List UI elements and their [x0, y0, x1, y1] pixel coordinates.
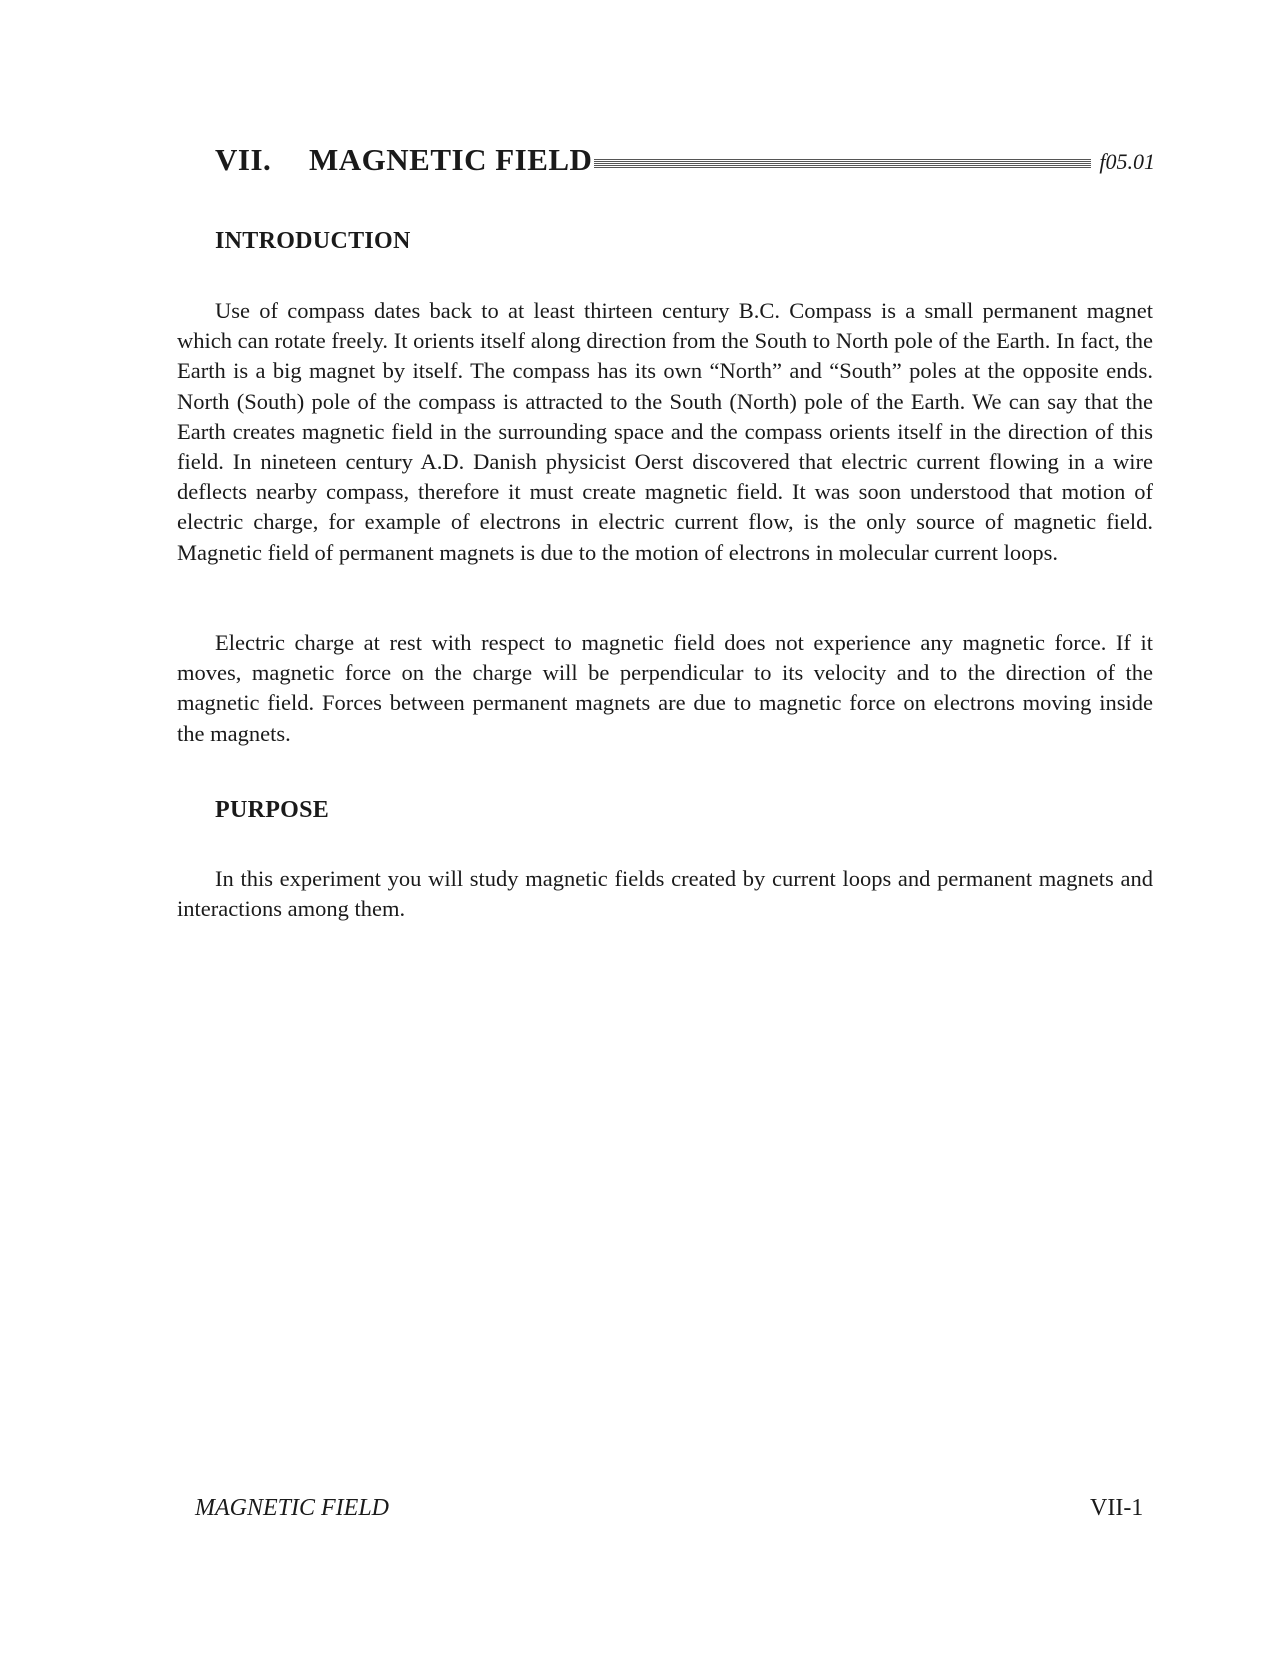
introduction-paragraph-2: Electric charge at rest with respect to magnetic field does not experience any magnetic force. If it moves, magnetic force on the charge will be perpendicular to its velocity and to the direction of the magnetic field. Forces between permanent magnets are due to magnetic force on electrons moving inside the magnets.	[177, 630, 1153, 746]
introduction-paragraph-1: Use of compass dates back to at least thirteen century B.C. Compass is a small permanent magnet which can rotate freely. It orients itself along direction from the South to North pole of the Earth. In fact, the Earth is a big magnet by itself. The compass has its own “North” and “South” poles at the opposite ends. North (South) pole of the compass is attracted to the South (North) pole of the Earth. We can say that the Earth creates magnetic field in the surrounding space and the compass orients itself in the direction of this field. In nineteen century A.D. Danish physicist Oerst discovered that electric current flowing in a wire deflects nearby compass, therefore it must create magnetic field. It was soon understood that motion of electric charge, for example of electrons in electric current flow, is the only source of magnetic field. Magnetic field of permanent magnets is due to the motion of electrons in molecular current loops.	[177, 298, 1153, 565]
chapter-rule	[594, 159, 1091, 168]
chapter-number: VII.	[215, 142, 272, 177]
introduction-heading: INTRODUCTION	[215, 228, 411, 254]
purpose-heading: PURPOSE	[215, 797, 330, 823]
chapter-heading	[215, 140, 1155, 180]
footer-title: MAGNETIC FIELD	[195, 1495, 389, 1521]
chapter-code: f05.01	[1099, 149, 1155, 174]
chapter-title: MAGNETIC FIELD	[309, 142, 593, 177]
page-number: VII-1	[1090, 1495, 1144, 1521]
purpose-paragraph: In this experiment you will study magnetic fields created by current loops and permanent magnets and interactions among them.	[177, 866, 1153, 922]
